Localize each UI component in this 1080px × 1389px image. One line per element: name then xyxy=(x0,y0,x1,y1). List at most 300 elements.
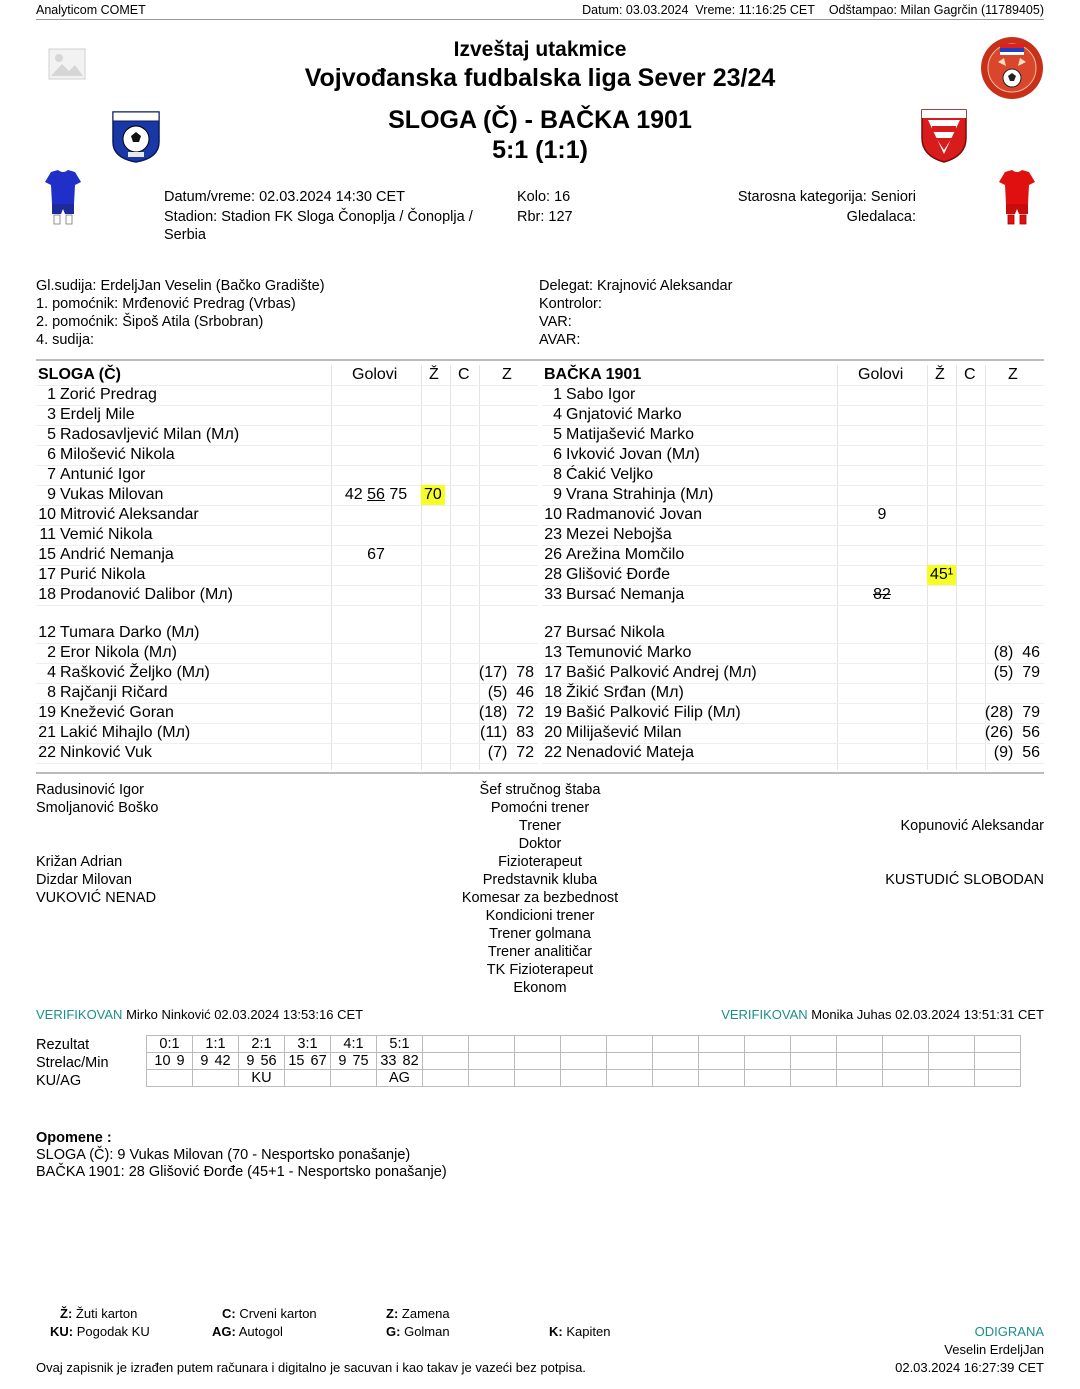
player-number: 17 xyxy=(544,664,562,681)
grid-scorer-cell xyxy=(285,1053,331,1070)
assistant-2: 2. pomoćnik: Šipoš Atila (Srbobran) xyxy=(36,314,264,330)
legend-g xyxy=(386,1324,450,1339)
player-number: 5 xyxy=(47,426,56,443)
player-row xyxy=(542,485,1044,506)
disclaimer: Ovaj zapisnik je izrađen putem računara i digitalno je sacuvan i kao takav je vazeći bez potpisa. xyxy=(36,1360,586,1375)
player-number: 11 xyxy=(39,526,56,543)
player-number: 26 xyxy=(544,546,562,563)
var: VAR: xyxy=(539,314,572,330)
team-name: BAČKA 1901 xyxy=(544,366,642,383)
player-name: Tumara Darko (Мл) xyxy=(60,624,200,641)
league-title: Vojvođanska fudbalska liga Sever 23/24 xyxy=(304,64,776,92)
grid-scorer-cell xyxy=(193,1053,239,1070)
player-number: 8 xyxy=(47,684,56,701)
away-club-logo xyxy=(918,106,970,169)
grid-result-cell: 5:1 xyxy=(377,1036,423,1053)
match-info-left xyxy=(164,188,494,244)
grid-result-cell: 1:1 xyxy=(193,1036,239,1053)
delegate: Delegat: Krajnović Aleksandar xyxy=(539,278,733,294)
verified-by: Mirko Ninković 02.03.2024 13:53:16 CET xyxy=(126,1007,364,1022)
home-staff-name xyxy=(36,817,159,835)
player-name: Temunović Marko xyxy=(566,644,692,661)
scorer-number: 9 xyxy=(200,1053,209,1069)
player-number: 1 xyxy=(47,386,56,403)
player-name: Mitrović Aleksandar xyxy=(60,506,199,523)
grid-scorer-cell xyxy=(653,1053,699,1070)
stadium-line-1: Stadion: Stadion FK Sloga Čonoplja / Čonoplja / xyxy=(164,209,473,225)
player-number: 18 xyxy=(544,684,562,701)
player-row xyxy=(36,405,538,426)
main-referee: Gl.sudija: ErdeljJan Veselin (Bačko Gradište) xyxy=(36,278,325,294)
player-number: 22 xyxy=(544,744,562,761)
grid-result-cell xyxy=(837,1036,883,1053)
legend-key: K: xyxy=(549,1324,563,1339)
print-meta xyxy=(582,3,1044,17)
officials-right xyxy=(539,277,732,349)
header-red: C xyxy=(458,366,470,383)
legend-key: G: xyxy=(386,1324,401,1339)
verified-label: VERIFIKOVAN xyxy=(721,1007,808,1022)
verified-by: Monika Juhas 02.03.2024 13:51:31 CET xyxy=(811,1007,1044,1022)
goal-minute: 9 xyxy=(877,506,887,523)
home-staff xyxy=(36,781,159,907)
player-number: 19 xyxy=(544,704,562,721)
grid-result-cell xyxy=(699,1036,745,1053)
staff-role: Fizioterapeut xyxy=(498,854,582,870)
legend-value: Autogol xyxy=(238,1324,283,1339)
sub-row xyxy=(542,723,1044,744)
sub-row xyxy=(542,683,1044,704)
grid-kuag-cell xyxy=(607,1070,653,1087)
sub-row xyxy=(542,623,1044,644)
legend-k xyxy=(549,1324,610,1339)
grid-kuag-cell xyxy=(791,1070,837,1087)
home-staff-name: Smoljanović Boško xyxy=(36,800,159,816)
player-name: Bursać Nemanja xyxy=(566,586,685,603)
grid-kuag-cell: AG xyxy=(377,1070,423,1087)
grid-kuag-cell xyxy=(653,1070,699,1087)
player-number: 15 xyxy=(38,546,56,563)
sub-row xyxy=(36,703,538,724)
player-row xyxy=(36,445,538,466)
grid-scorer-cell xyxy=(975,1053,1021,1070)
grid-scorer-cell xyxy=(469,1053,515,1070)
grid-result-cell xyxy=(607,1036,653,1053)
goal-minute: 82 xyxy=(873,586,891,603)
sub-row xyxy=(542,743,1044,764)
report-title: Izveštaj utakmice xyxy=(453,38,627,61)
grid-kuag-cell xyxy=(561,1070,607,1087)
print-date: Datum: 03.03.2024 xyxy=(582,3,689,17)
player-row xyxy=(36,485,538,506)
staff-role: Trener xyxy=(518,818,562,834)
staff-role: Šef stručnog štaba xyxy=(479,782,601,798)
grid-row-kuag xyxy=(147,1070,1021,1087)
player-name: Mezei Nebojša xyxy=(566,526,672,543)
player-number: 5 xyxy=(553,426,562,443)
player-name: Gnjatović Marko xyxy=(566,406,682,423)
yellow-card-minute: 45¹ xyxy=(927,565,956,585)
grid-kuag-cell xyxy=(929,1070,975,1087)
player-name: Lakić Mihajlo (Мл) xyxy=(60,724,191,741)
header-yellow: Ž xyxy=(935,366,945,383)
away-staff-trener: Kopunović Aleksandar xyxy=(900,818,1044,834)
player-name: Ćakić Veljko xyxy=(566,466,654,483)
player-row xyxy=(36,505,538,526)
player-goals xyxy=(837,505,927,525)
scorer-minute: 75 xyxy=(352,1053,369,1069)
legend-key: Z: xyxy=(386,1306,399,1321)
player-row xyxy=(36,565,538,586)
player-name: Vukas Milovan xyxy=(60,486,164,503)
scorer-number: 33 xyxy=(380,1053,397,1069)
score-grid xyxy=(146,1035,1021,1087)
goal-minute: 42 xyxy=(344,486,363,503)
match-score: 5:1 (1:1) xyxy=(492,136,588,164)
remark-home: SLOGA (Č): 9 Vukas Milovan (70 - Nesportsko ponašanje) xyxy=(36,1147,411,1163)
player-row xyxy=(36,545,538,566)
player-name: Rajčanji Ričard xyxy=(60,684,168,701)
avar: AVAR: xyxy=(539,332,581,348)
match-stadium xyxy=(164,208,494,244)
legend-value: Crveni karton xyxy=(239,1306,317,1321)
scorer-number: 10 xyxy=(154,1053,171,1069)
staff-role: Trener golmana xyxy=(489,926,591,942)
header-goals: Golovi xyxy=(858,366,904,383)
grid-kuag-cell xyxy=(699,1070,745,1087)
grid-result-cell xyxy=(653,1036,699,1053)
match-info-right xyxy=(738,188,916,226)
player-name: Nenadović Mateja xyxy=(566,744,695,761)
scorer-minute: 82 xyxy=(402,1053,419,1069)
grid-result-cell xyxy=(515,1036,561,1053)
player-name: Sabo Igor xyxy=(566,386,636,403)
grid-result-cell: 2:1 xyxy=(239,1036,285,1053)
match-number: Rbr: 127 xyxy=(517,209,573,225)
match-round: Kolo: 16 xyxy=(517,189,571,205)
player-row xyxy=(36,385,538,406)
grid-kuag-cell xyxy=(745,1070,791,1087)
scorer-minute: 9 xyxy=(176,1053,185,1069)
player-name: Milošević Nikola xyxy=(60,446,175,463)
player-row xyxy=(36,585,538,606)
player-name: Vemić Nikola xyxy=(60,526,153,543)
sub-row xyxy=(542,703,1044,724)
sub-row xyxy=(542,663,1044,684)
staff-role: Doktor xyxy=(518,836,562,852)
player-goals xyxy=(331,485,421,505)
player-number: 19 xyxy=(38,704,56,721)
grid-kuag-cell xyxy=(423,1070,469,1087)
lineup-header xyxy=(36,365,538,386)
grid-scorer-cell xyxy=(147,1053,193,1070)
player-row xyxy=(542,465,1044,486)
goal-minute: 67 xyxy=(367,546,385,563)
legend-key: C: xyxy=(222,1306,236,1321)
app-name: Analyticom COMET xyxy=(36,3,146,17)
legend-key: Ž: xyxy=(60,1306,73,1321)
home-staff-name: Dizdar Milovan xyxy=(36,872,132,888)
grid-kuag-cell xyxy=(285,1070,331,1087)
home-staff-name: Križan Adrian xyxy=(36,854,123,870)
player-number: 18 xyxy=(38,586,56,603)
player-number: 4 xyxy=(553,406,562,423)
officials-left xyxy=(36,277,325,349)
grid-result-cell xyxy=(469,1036,515,1053)
player-name: Vrana Strahinja (Мл) xyxy=(566,486,714,503)
legend-key: AG: xyxy=(212,1324,236,1339)
sub-row xyxy=(36,743,538,764)
home-staff-name: VUKOVIĆ NENAD xyxy=(36,890,157,906)
grid-kuag-cell xyxy=(193,1070,239,1087)
staff-role: Kondicioni trener xyxy=(485,908,595,924)
grid-scorer-cell xyxy=(883,1053,929,1070)
grid-result-cell: 3:1 xyxy=(285,1036,331,1053)
player-number: 17 xyxy=(38,566,56,583)
grid-result-cell xyxy=(929,1036,975,1053)
substitution: (9) 56 xyxy=(993,744,1040,761)
substitution: (8) 46 xyxy=(993,644,1040,661)
substitution: (5) 79 xyxy=(993,664,1040,681)
scorer-minute: 42 xyxy=(214,1053,231,1069)
player-name: Radosavljević Milan (Мл) xyxy=(60,426,240,443)
player-name: Zorić Predrag xyxy=(60,386,157,403)
controller: Kontrolor: xyxy=(539,296,602,312)
grid-row-scorers xyxy=(147,1053,1021,1070)
player-name: Bursać Nikola xyxy=(566,624,665,641)
staff-role: Ekonom xyxy=(513,980,567,996)
grid-scorer-cell xyxy=(699,1053,745,1070)
grid-scorer-cell xyxy=(377,1053,423,1070)
away-verification xyxy=(721,1007,1044,1022)
grid-result-cell xyxy=(883,1036,929,1053)
sub-row xyxy=(36,643,538,664)
grid-row-results xyxy=(147,1036,1021,1053)
player-name: Rašković Željko (Мл) xyxy=(60,664,210,681)
legend-ku xyxy=(50,1324,150,1339)
player-row xyxy=(542,545,1044,566)
scorer-minute: 56 xyxy=(260,1053,277,1069)
legend-value: Žuti karton xyxy=(75,1306,138,1321)
grid-scorer-cell xyxy=(607,1053,653,1070)
grid-kuag-cell xyxy=(469,1070,515,1087)
player-name: Glišović Đorđe xyxy=(566,566,671,583)
player-goals xyxy=(837,585,927,605)
player-row xyxy=(36,525,538,546)
player-row xyxy=(542,505,1044,526)
staff-role: TK Fizioterapeut xyxy=(486,962,594,978)
grid-kuag-cell: KU xyxy=(239,1070,285,1087)
grid-result-cell xyxy=(561,1036,607,1053)
player-row xyxy=(36,465,538,486)
header-yellow: Ž xyxy=(429,366,439,383)
legend-red xyxy=(222,1306,317,1321)
scorer-number: 9 xyxy=(246,1053,255,1069)
signed-at: 02.03.2024 16:27:39 CET xyxy=(895,1360,1044,1375)
grid-result-cell xyxy=(791,1036,837,1053)
grid-scorer-cell xyxy=(239,1053,285,1070)
goal-minute: 75 xyxy=(389,486,408,503)
scorer-number: 15 xyxy=(288,1053,305,1069)
assistant-1: 1. pomoćnik: Mrđenović Predrag (Vrbas) xyxy=(36,296,296,312)
print-time: Vreme: 11:16:25 CET xyxy=(695,3,815,17)
grid-scorer-cell xyxy=(745,1053,791,1070)
player-number: 33 xyxy=(544,586,562,603)
player-number: 28 xyxy=(544,566,562,583)
substitution: (18) 72 xyxy=(478,704,534,721)
player-number: 6 xyxy=(553,446,562,463)
verified-label: VERIFIKOVAN xyxy=(36,1007,123,1022)
grid-kuag-cell xyxy=(883,1070,929,1087)
scorer-number: 9 xyxy=(338,1053,347,1069)
grid-scorer-cell xyxy=(791,1053,837,1070)
yellow-card-minute: 70 xyxy=(421,485,445,505)
substitution: (11) 83 xyxy=(480,724,534,741)
player-number: 22 xyxy=(38,744,56,761)
player-number: 4 xyxy=(47,664,56,681)
home-lineup-table xyxy=(36,365,538,770)
grid-kuag-cell xyxy=(515,1070,561,1087)
legend-yellow xyxy=(60,1306,137,1321)
home-staff-name: Radusinović Igor xyxy=(36,782,144,798)
player-row xyxy=(542,585,1044,606)
player-row xyxy=(542,445,1044,466)
sub-row xyxy=(36,683,538,704)
player-name: Ivković Jovan (Мл) xyxy=(566,446,700,463)
age-category: Starosna kategorija: Seniori xyxy=(737,189,916,205)
staff-role: Trener analitičar xyxy=(487,944,593,960)
player-row xyxy=(542,525,1044,546)
legend-value: Kapiten xyxy=(566,1324,611,1339)
player-number: 21 xyxy=(38,724,56,741)
team-name: SLOGA (Č) xyxy=(38,366,121,383)
legend-key: KU: xyxy=(50,1324,74,1339)
player-name: Knežević Goran xyxy=(60,704,174,721)
match-title: SLOGA (Č) - BAČKA 1901 xyxy=(388,106,692,134)
player-number: 6 xyxy=(47,446,56,463)
grid-scorer-cell xyxy=(515,1053,561,1070)
lineup-header xyxy=(542,365,1044,386)
grid-scorer-cell xyxy=(929,1053,975,1070)
player-goals xyxy=(331,545,421,565)
player-name: Matijašević Marko xyxy=(566,426,695,443)
sub-row xyxy=(36,663,538,684)
player-name: Eror Nikola (Мл) xyxy=(60,644,177,661)
home-verification xyxy=(36,1007,363,1022)
substitution: (7) 72 xyxy=(487,744,534,761)
player-number: 23 xyxy=(544,526,562,543)
remark-away: BAČKA 1901: 28 Glišović Đorđe (45+1 - Nesportsko ponašanje) xyxy=(36,1164,447,1180)
player-row xyxy=(542,385,1044,406)
player-number: 9 xyxy=(553,486,562,503)
player-number: 10 xyxy=(544,506,562,523)
sub-row xyxy=(542,643,1044,664)
away-kit-icon xyxy=(998,170,1036,231)
substitution: (26) 56 xyxy=(984,724,1040,741)
header-sub: Z xyxy=(1008,366,1018,383)
goal-minute: 56 xyxy=(367,486,385,503)
player-number: 9 xyxy=(47,486,56,503)
substitution: (5) 46 xyxy=(487,684,534,701)
spectators: Gledalaca: xyxy=(846,209,916,225)
grid-kuag-cell xyxy=(975,1070,1021,1087)
player-name: Milijašević Milan xyxy=(566,724,682,741)
grid-scorer-cell xyxy=(423,1053,469,1070)
player-name: Bašić Palković Andrej (Мл) xyxy=(566,664,757,681)
player-name: Erdelj Mile xyxy=(60,406,135,423)
player-name: Žikić Srđan (Мл) xyxy=(566,684,684,701)
home-kit-icon xyxy=(44,170,82,231)
player-name: Purić Nikola xyxy=(60,566,146,583)
player-name: Bašić Palković Filip (Мл) xyxy=(566,704,741,721)
staff-role: Komesar za bezbednost xyxy=(461,890,619,906)
scorer-minute: 67 xyxy=(310,1053,327,1069)
stadium-line-2: Serbia xyxy=(164,227,206,243)
legend-ag xyxy=(212,1324,283,1339)
print-header xyxy=(36,3,1044,19)
player-number: 27 xyxy=(544,624,562,641)
grid-scorer-cell xyxy=(331,1053,377,1070)
away-staff-predstavnik: KUSTUDIĆ SLOBODAN xyxy=(885,872,1044,888)
player-number: 7 xyxy=(47,466,56,483)
header-sub: Z xyxy=(502,366,512,383)
staff-role: Pomoćni trener xyxy=(490,800,590,816)
player-number: 2 xyxy=(47,644,56,661)
score-grid-label: Strelac/Min xyxy=(36,1055,109,1071)
score-grid-label: Rezultat xyxy=(36,1037,90,1053)
printed-by: Odštampao: Milan Gagrčin (11789405) xyxy=(828,3,1044,17)
substitution: (28) 79 xyxy=(984,704,1040,721)
player-number: 1 xyxy=(553,386,562,403)
staff-role: Predstavnik kluba xyxy=(482,872,598,888)
player-name: Ninković Vuk xyxy=(60,744,152,761)
staff-roles xyxy=(390,781,690,997)
match-status: ODIGRANA xyxy=(974,1324,1044,1339)
player-name: Arežina Momčilo xyxy=(566,546,685,563)
grid-kuag-cell xyxy=(331,1070,377,1087)
home-staff-name xyxy=(36,835,159,853)
player-number: 12 xyxy=(38,624,56,641)
player-name: Andrić Nemanja xyxy=(60,546,174,563)
legend-sub xyxy=(386,1306,450,1321)
player-number: 20 xyxy=(544,724,562,741)
legend-value: Pogodak KU xyxy=(76,1324,150,1339)
remarks-title: Opomene : xyxy=(36,1130,112,1146)
header-goals: Golovi xyxy=(352,366,398,383)
player-number: 3 xyxy=(47,406,56,423)
player-row xyxy=(542,425,1044,446)
player-name: Antunić Igor xyxy=(60,466,146,483)
player-number: 13 xyxy=(544,644,562,661)
score-grid-label: KU/AG xyxy=(36,1073,82,1089)
legend-value: Zamena xyxy=(401,1306,450,1321)
header-red: C xyxy=(964,366,976,383)
grid-result-cell xyxy=(423,1036,469,1053)
grid-scorer-cell xyxy=(837,1053,883,1070)
grid-result-cell xyxy=(975,1036,1021,1053)
grid-result-cell: 4:1 xyxy=(331,1036,377,1053)
away-lineup-table xyxy=(542,365,1044,770)
player-name: Radmanović Jovan xyxy=(566,506,703,523)
grid-result-cell xyxy=(745,1036,791,1053)
substitution: (17) 78 xyxy=(478,664,534,681)
signer-name: Veselin ErdeljJan xyxy=(944,1342,1044,1357)
player-name: Prodanović Dalibor (Мл) xyxy=(60,586,233,603)
remarks xyxy=(36,1130,447,1181)
player-number: 8 xyxy=(553,466,562,483)
player-number: 10 xyxy=(38,506,56,523)
fourth-official: 4. sudija: xyxy=(36,332,95,348)
